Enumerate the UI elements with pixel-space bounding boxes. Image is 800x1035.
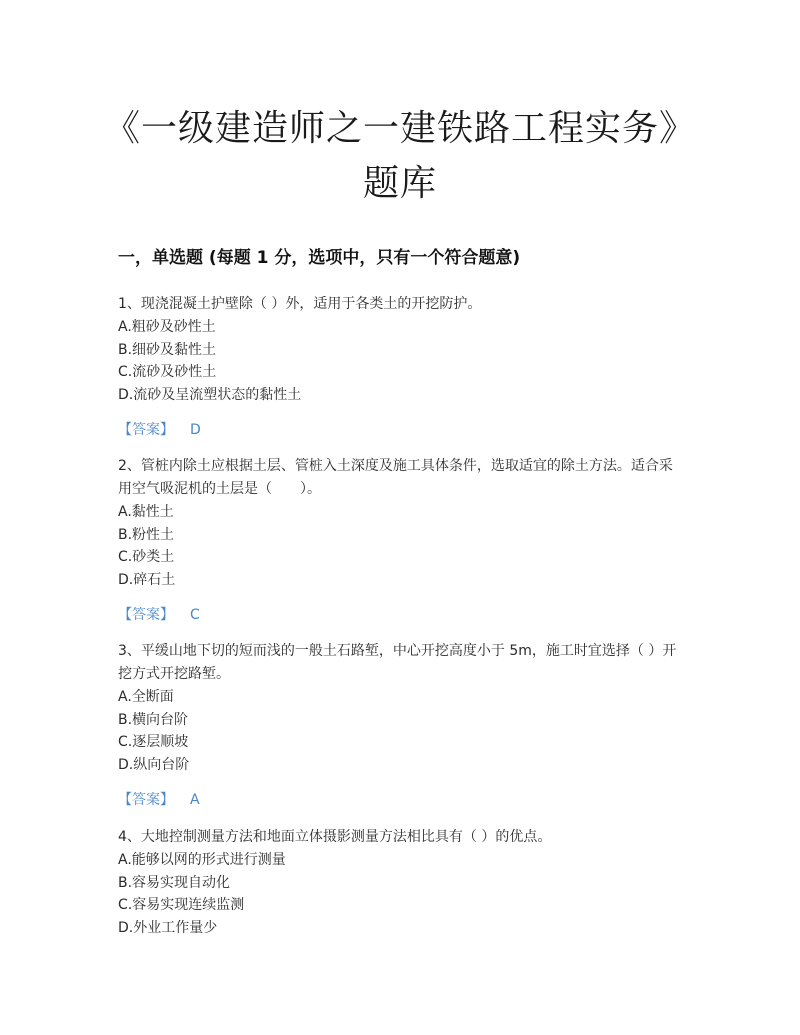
question-option: B.粉性土 (118, 526, 175, 543)
question-stem: 3、平缓山地下切的短而浅的一般土石路堑，中心开挖高度小于 5m，施工时宜选择（ ）开挖方式开挖路堑。 (118, 643, 677, 682)
question-option: C.容易实现连续监测 (118, 897, 245, 914)
question-option: A.黏性土 (118, 504, 174, 520)
question-stem: 2、管桩内除土应根据土层、管桩入土深度及施工具体条件，选取适宜的除土方法。适合采用空气吸泥机的土层是（ ）。 (118, 458, 673, 497)
answer-line-3 (118, 789, 200, 811)
answer-line-1 (118, 419, 201, 441)
question-option: B.容易实现自动化 (118, 874, 231, 891)
question-option: D.流砂及呈流塑状态的黏性土 (118, 386, 302, 403)
answer-value: C (190, 607, 200, 623)
question-option: A.能够以网的形式进行测量 (118, 852, 286, 868)
answer-tag: 【答案】 (118, 792, 174, 808)
question-option: C.砂类土 (118, 549, 175, 566)
question-option: B.细砂及黏性土 (118, 341, 217, 358)
answer-tag: 【答案】 (118, 422, 174, 438)
answer-tag: 【答案】 (118, 607, 174, 623)
answer-value: A (190, 792, 200, 808)
question-4 (118, 826, 678, 939)
question-option: A.粗砂及砂性土 (118, 319, 216, 335)
question-option: D.碎石土 (118, 571, 176, 588)
document-title: 《一级建造师之一建铁路工程实务》 (103, 108, 696, 149)
question-option: D.纵向台阶 (118, 756, 190, 773)
section-heading: 一，单选题 (每题 1 分，选项中，只有一个符合题意) (118, 248, 521, 268)
document-subtitle: 题库 (362, 163, 437, 204)
question-option: D.外业工作量少 (118, 919, 218, 936)
question-stem: 1、现浇混凝土护壁除（ ）外，适用于各类土的开挖防护。 (118, 296, 482, 312)
question-stem: 4、大地控制测量方法和地面立体摄影测量方法相比具有（ ）的优点。 (118, 829, 552, 845)
answer-line-2 (118, 604, 200, 626)
question-option: A.全断面 (118, 689, 174, 705)
question-option: C.流砂及砂性土 (118, 364, 217, 381)
question-1 (118, 293, 678, 406)
question-option: C.逐层顺坡 (118, 734, 189, 751)
answer-value: D (190, 422, 201, 438)
question-3 (118, 640, 678, 776)
question-2 (118, 455, 678, 591)
question-option: B.横向台阶 (118, 711, 189, 728)
